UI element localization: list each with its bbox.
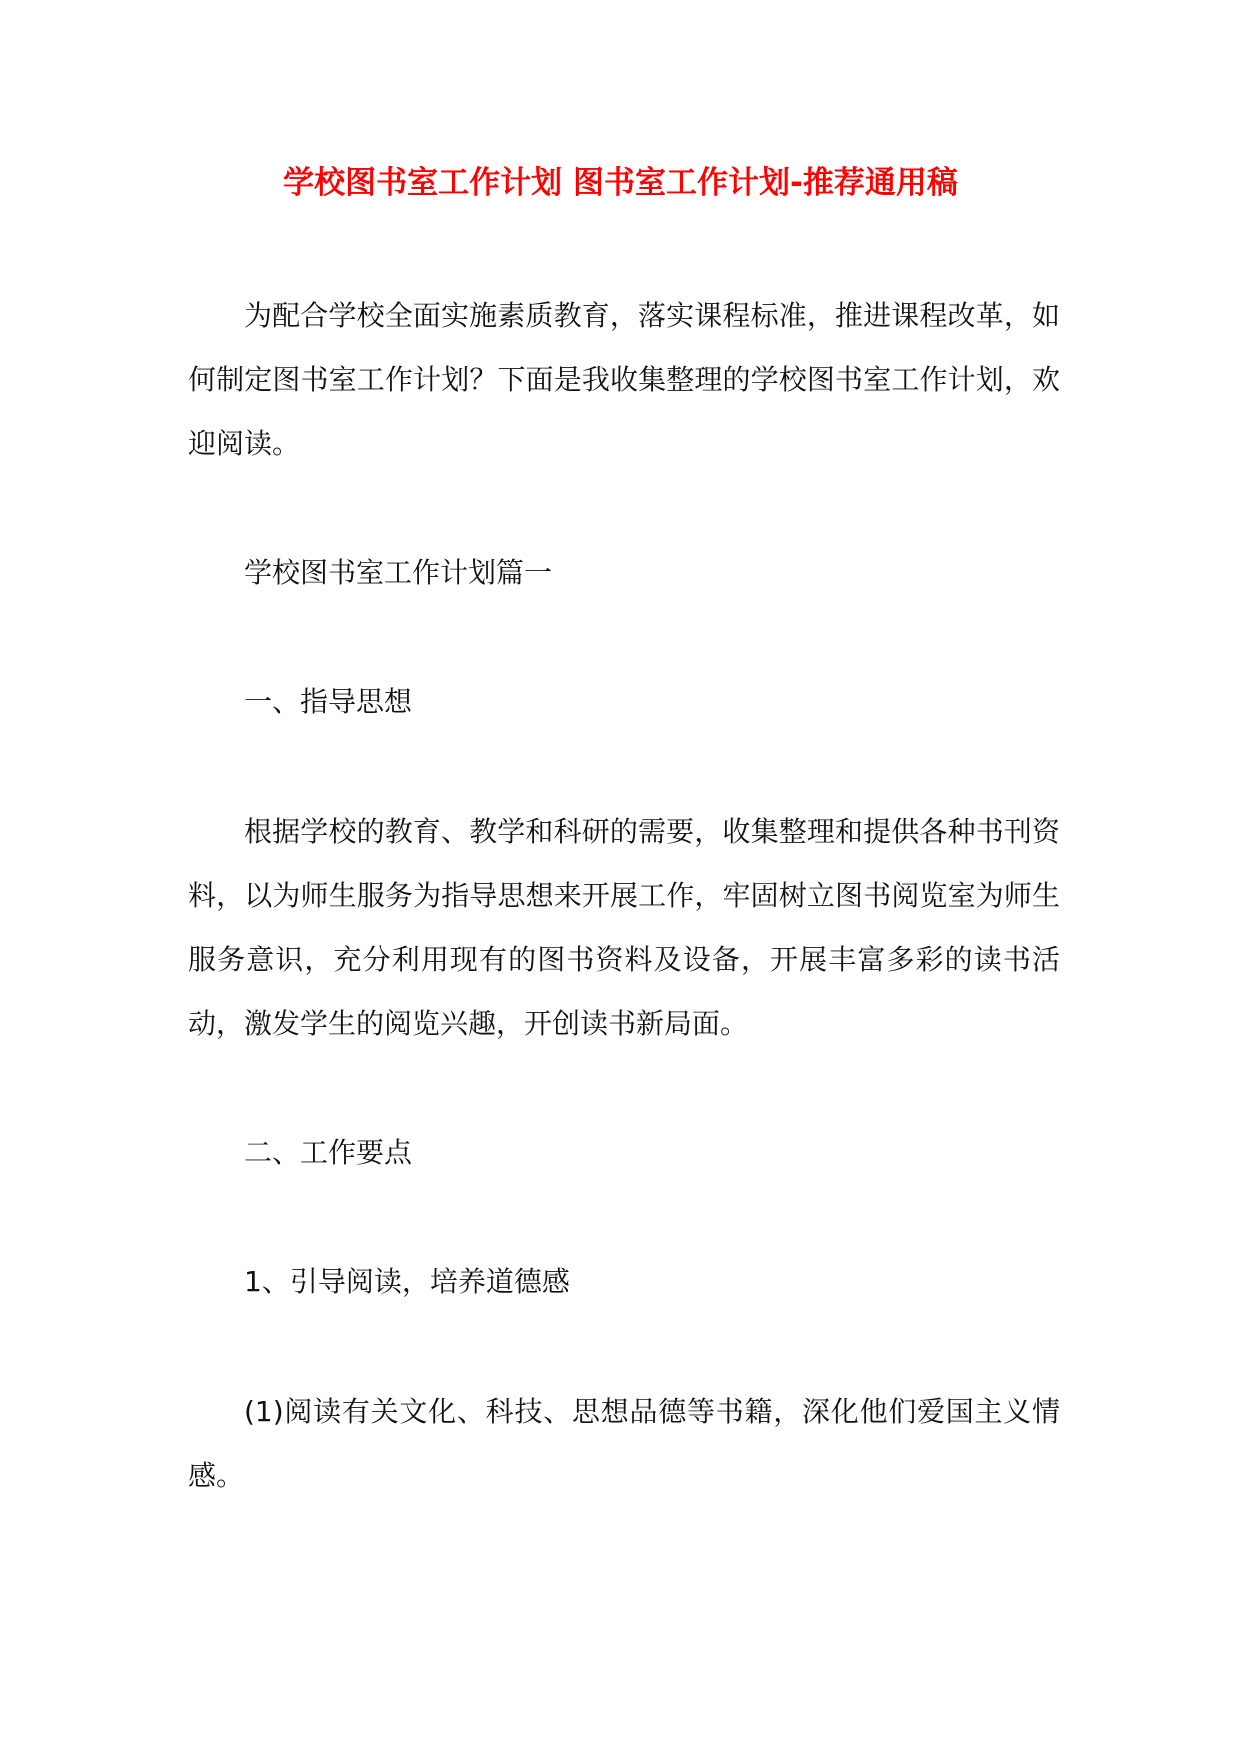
section-title: 学校图书室工作计划篇一 <box>244 556 553 589</box>
document-title: 学校图书室工作计划 图书室工作计划-推荐通用稿 <box>283 165 958 201</box>
work-point-subitem-1: (1)阅读有关文化、科技、思想品德等书籍，深化他们爱国主义情感。 <box>188 1395 1060 1492</box>
heading-work-points: 二、工作要点 <box>244 1136 413 1169</box>
heading-guiding-idea: 一、指导思想 <box>244 685 413 718</box>
guiding-idea-paragraph: 根据学校的教育、教学和科研的需要，收集整理和提供各种书刊资料，以为师生服务为指导思想来开展工作，牢固树立图书阅览室为师生服务意识，充分利用现有的图书资料及设备，开展丰富多彩的读书活动，激发学生的阅览兴趣，开创读书新局面。 <box>188 815 1060 1040</box>
intro-paragraph: 为配合学校全面实施素质教育，落实课程标准，推进课程改革，如何制定图书室工作计划？下面是我收集整理的学校图书室工作计划，欢迎阅读。 <box>188 299 1060 460</box>
work-point-item-1: 1、引导阅读，培养道德感 <box>244 1265 570 1298</box>
